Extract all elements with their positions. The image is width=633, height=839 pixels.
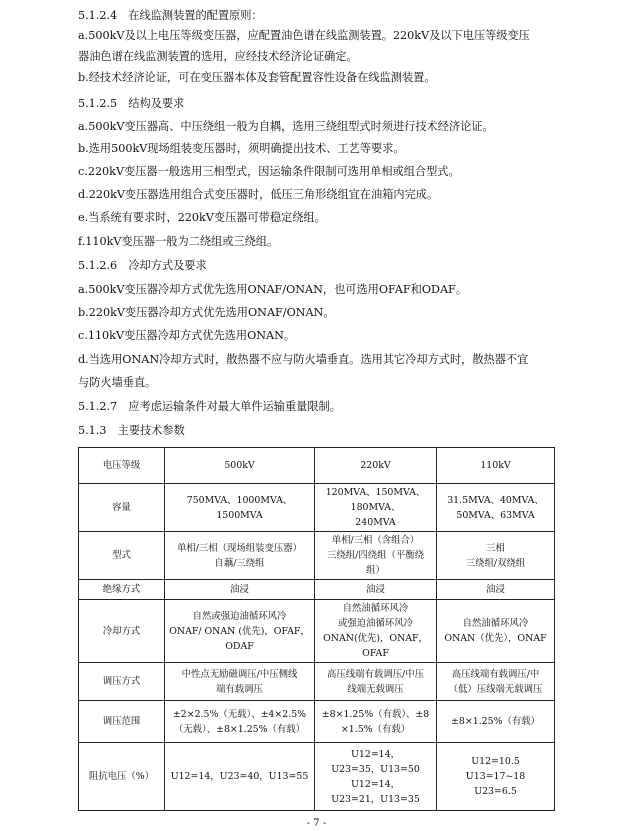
cell-line: U12=14， [351, 748, 400, 760]
cell-line: ±8×1.25%（有载）、±8 [321, 708, 430, 720]
technical-parameters-table [78, 447, 555, 811]
paragraph-line: f.110kV变压器一般为二绕组或三绕组。 [78, 235, 279, 248]
paragraph-line: c.110kV变压器冷却方式优先选用ONAN。 [78, 329, 296, 342]
cell-line: （低）压线端无载调压 [448, 683, 543, 695]
cell-line: 自藕/三绕组 [214, 557, 265, 569]
value-cell-500kv [165, 701, 315, 743]
row-label-cell: 调压方式 [79, 663, 165, 701]
table-row [79, 600, 555, 663]
section-heading-5-1-2-5: 5.1.2.5 结构及要求 [78, 97, 185, 110]
table-row [79, 743, 555, 811]
table-row [79, 663, 555, 701]
header-cell: 220kV [315, 448, 437, 484]
cell-line: 单相/三相（含组合） [331, 535, 420, 546]
cell-line: 三绕组/双绕组 [465, 557, 526, 569]
cell-line: U23=21，U13=35 [331, 793, 420, 805]
header-cell: 电压等级 [79, 448, 165, 484]
paragraph-line: d.当选用ONAN冷却方式时，散热器不应与防火墙垂直。选用其它冷却方式时，散热器不宜 [78, 353, 529, 366]
cell-line: （无载）、±8×1.25%（有载） [173, 723, 306, 735]
cell-line: U12=14，U23=40，U13=55 [170, 771, 309, 782]
cell-line: 750MVA、1000MVA、1500MVA [186, 494, 293, 521]
value-cell-110kv [437, 701, 555, 743]
cell-line: 高压线端有载调压/中压 [327, 668, 424, 680]
cell-line: 端有载调压 [216, 683, 263, 695]
cell-line: ±2×2.5%（无载）、±4×2.5% [172, 708, 307, 720]
cell-line: 油浸 [230, 584, 249, 595]
value-cell-110kv [437, 580, 555, 600]
table-row [79, 532, 555, 580]
paragraph-line: b.经技术经济论证，可在变压器本体及套管配置容性设备在线监测装置。 [78, 71, 436, 84]
value-cell-110kv [437, 743, 555, 811]
cell-line: 240MVA [355, 517, 396, 528]
value-cell-110kv [437, 663, 555, 701]
paragraph-line: b.220kV变压器冷却方式优先选用ONAF/ONAN。 [78, 306, 335, 319]
cell-line: 三绕组/四绕组（平衡绕 [327, 550, 424, 561]
value-cell-500kv [165, 484, 315, 532]
section-heading-5-1-2-4: 5.1.2.4 在线监测装置的配置原则： [78, 9, 263, 22]
header-cell: 110kV [437, 448, 555, 484]
cell-line: 油浸 [366, 584, 385, 595]
header-cell: 500kV [165, 448, 315, 484]
row-label-cell: 型式 [79, 532, 165, 580]
cell-line: U13=17~18 [465, 771, 526, 782]
paragraph-line: a.500kV变压器冷却方式优先选用ONAF/ONAN，也可选用OFAF和ODAF。 [78, 283, 468, 296]
cell-line: ×1.5%（有载） [340, 723, 411, 735]
value-cell-220kv [315, 484, 437, 532]
table-row [79, 701, 555, 743]
value-cell-220kv [315, 663, 437, 701]
paragraph-line: e.当系统有要求时，220kV变压器可带稳定绕组。 [78, 211, 326, 224]
cell-line: 线端无载调压 [347, 683, 404, 695]
cell-line: 单相/三相（现场组装变压器） [176, 542, 303, 554]
cell-line: 组） [366, 565, 385, 576]
cell-line: 31.5MVA、40MVA、 [447, 494, 544, 506]
paragraph-line: c.220kV变压器一般选用三相型式，因运输条件限制可选用单相或组合型式。 [78, 165, 460, 178]
cell-line: 自然油循环风冷 [342, 603, 409, 614]
cell-line: 三相 [486, 542, 505, 554]
value-cell-220kv [315, 701, 437, 743]
value-cell-500kv [165, 580, 315, 600]
cell-line: ONAF/ ONAN (优先)，OFAF，ODAF [169, 625, 310, 652]
value-cell-110kv [437, 484, 555, 532]
value-cell-220kv [315, 580, 437, 600]
section-heading-5-1-2-7: 5.1.2.7 应考虑运输条件对最大单件运输重量限制。 [78, 400, 341, 413]
cell-line: 高压线端有载调压/中 [451, 668, 540, 680]
row-label-cell: 阻抗电压（%） [79, 743, 165, 811]
row-label-cell: 绝缘方式 [79, 580, 165, 600]
section-heading-5-1-2-6: 5.1.2.6 冷却方式及要求 [78, 259, 207, 272]
value-cell-110kv [437, 532, 555, 580]
value-cell-110kv [437, 600, 555, 663]
cell-line: ONAN（优先），ONAF [444, 633, 547, 644]
cell-line: U12=10.5 [471, 756, 520, 767]
table-row [79, 484, 555, 532]
cell-line: ±8×1.25%（有载） [451, 716, 540, 727]
cell-line: U12=14， [351, 778, 400, 790]
table-body [79, 484, 555, 811]
paragraph-line: d.220kV变压器选用组合式变压器时，低压三角形绕组宜在油箱内完成。 [78, 188, 439, 201]
page-number: - 7 - [306, 818, 327, 829]
row-label-cell: 冷却方式 [79, 600, 165, 663]
section-heading-5-1-3: 5.1.3 主要技术参数 [78, 424, 185, 437]
value-cell-500kv [165, 743, 315, 811]
paragraph-line: a.500kV变压器高、中压绕组一般为自耦，选用三绕组型式时须进行技术经济论证。 [78, 120, 494, 133]
value-cell-220kv [315, 600, 437, 663]
cell-line: 自然油循环风冷 [462, 618, 529, 629]
cell-line: 或强迫油循环风冷 [337, 618, 413, 629]
paragraph-line: 器油色谱在线监测装置的选用，应经技术经济论证确定。 [78, 50, 358, 63]
value-cell-500kv [165, 663, 315, 701]
value-cell-220kv [315, 532, 437, 580]
cell-line: U23=6.5 [474, 786, 517, 797]
cell-line: 中性点无励磁调压/中压侧线 [181, 668, 298, 680]
value-cell-220kv [315, 743, 437, 811]
cell-line: U23=35，U13=50 [331, 763, 420, 775]
value-cell-500kv [165, 532, 315, 580]
cell-line: 油浸 [486, 584, 505, 595]
table-header-row [79, 448, 555, 484]
table-row [79, 580, 555, 600]
paragraph-line: b.选用500kV现场组装变压器时，须明确提出技术、工艺等要求。 [78, 142, 405, 155]
value-cell-500kv [165, 600, 315, 663]
cell-line: ONAN(优先)，ONAF，OFAF [323, 633, 428, 659]
row-label-cell: 容量 [79, 484, 165, 532]
paragraph-line: 与防火墙垂直。 [78, 376, 157, 389]
cell-line: 120MVA、150MVA、180MVA、 [325, 487, 426, 513]
row-label-cell: 调压范围 [79, 701, 165, 743]
cell-line: 50MVA、63MVA [456, 509, 535, 521]
paragraph-line: a.500kV及以上电压等级变压器，应配置油色谱在线监测装置。220kV及以下电压等级变压 [78, 29, 530, 42]
cell-line: 自然或强迫油循环风冷 [192, 610, 287, 622]
